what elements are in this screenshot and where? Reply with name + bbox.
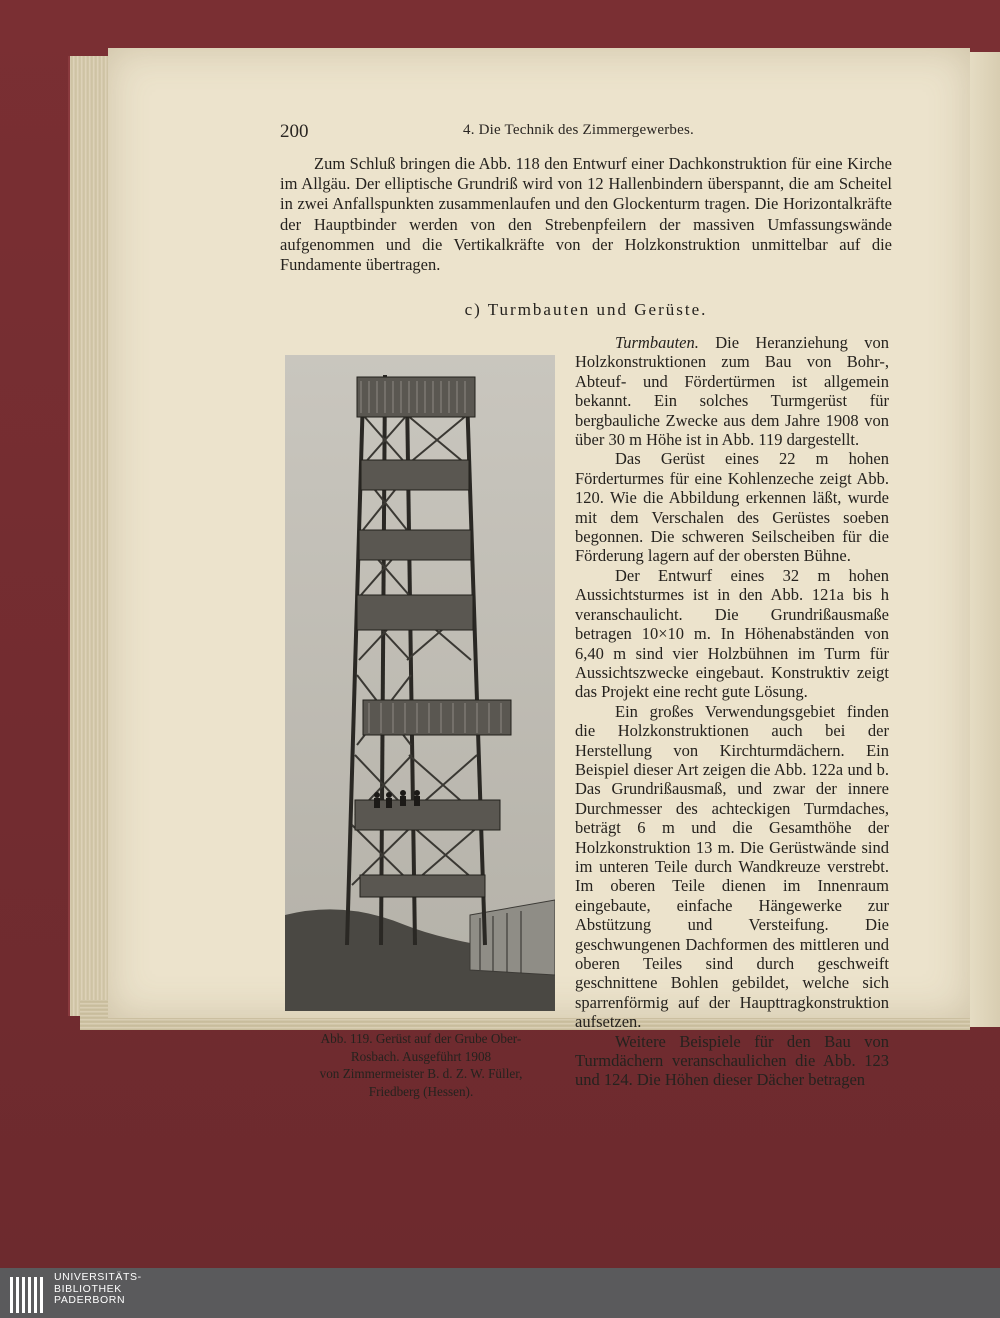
running-head: 4. Die Technik des Zimmergewerbes. (463, 122, 694, 138)
library-name-line-3: PADERBORN (54, 1294, 126, 1306)
page-number: 200 (280, 121, 309, 142)
caption-line-3: von Zimmermeister B. d. Z. W. Füller, (319, 1066, 523, 1081)
book-page-edges (68, 56, 110, 1016)
library-name-line-2: BIBLIOTHEK (54, 1282, 122, 1295)
library-footer (0, 1268, 1000, 1318)
caption-line-1: Abb. 119. Gerüst auf der Grube Ober- (320, 1031, 522, 1046)
caption-line-4: Friedberg (Hessen). (368, 1083, 474, 1099)
figure-caption (290, 1030, 552, 1100)
tower-photo (285, 355, 555, 1011)
turmbauten-text: Die Heranziehung von Holzkonstruktionen zum Bau von Bohr-, Abteuf- und Fördertürmen ist allgemein bekannt. Ein solches Turmgerüst für bergbauliche Zwecke aus dem Jahre 1908 von über 30 m Höhe ist in Abb. 119 dargestellt. (575, 333, 889, 450)
page-header (280, 121, 900, 145)
library-name (54, 1272, 142, 1307)
paragraph-aussichtsturm: Der Entwurf eines 32 m hohen Aussichtsturmes ist in den Abb. 121a bis h veranschaulicht. Die Grundrißausmaße betragen 10×10 m. In Höhenabständen von 6,40 m sind vier Holzbühnen im Turm für Aussichtszwecke eingebaut. Konstruktiv zeigt das Projekt eine recht gute Lösung. (575, 565, 889, 702)
paragraph-foerderturm: Das Gerüst eines 22 m hohen Förderturmes für eine Kohlenzeche zeigt Abb. 120. Wie die Abbildung erkennen läßt, wurde mit dem Verschalen des Gerüstes soeben begonnen. Die schweren Seilscheiben für die Förderung lagern auf der obersten Bühne. (575, 449, 889, 566)
tower-illustration (285, 355, 555, 1011)
intro-paragraph: Zum Schluß bringen die Abb. 118 den Entwurf einer Dachkonstruktion für eine Kirche im Allgäu. Der elliptische Grundriß wird von 12 Hallenbindern überspannt, die am Scheitel in zwei Anfallspunkten zusammenlaufen und den Glockenturm tragen. Die Horizontalkräfte der Hauptbinder werden von den Strebenpfeilern der massiven Umfassungswände aufgenommen und die Vertikalkräfte von der Holzkonstruktion unmittelbar auf die Fundamente übertragen. (280, 154, 892, 275)
library-name-line-1: UNIVERSITÄTS- (54, 1271, 142, 1283)
right-column-text (575, 333, 889, 1090)
paragraph-turmbauten (575, 333, 889, 449)
paragraph-kirchturm: Ein großes Verwendungsgebiet finden die Holzkonstruktionen auch bei der Herstellung von Kirchturmdächern. Ein Beispiel dieser Art zeigen die Abb. 122a und b. Das Grundrißausmaß, und zwar der innere Durchmesser des achteckigen Turmdaches, beträgt 6 m und die Gesamthöhe der Holzkonstruktion 13 m. Die Gerüstwände sind im unteren Teile durch Wandkreuze verstrebt. Im oberen Teile dienen im Innenraum eingebaute, einfache Hängewerke zur Abstützung und Versteifung. Die geschwungenen Dachformen des mittleren und oberen Teiles sind durch geschweift geschnittene Bohlen gebildet, welche sich sparrenförmig auf der Haupttragkonstruktion aufsetzen. (575, 701, 889, 1032)
paragraph-weitere: Weitere Beispiele für den Bau von Turmdächern veranschaulichen die Abb. 123 und 124. Die Höhen dieser Dächer betragen (575, 1031, 889, 1090)
intro-text (280, 154, 892, 275)
library-logo-icon (8, 1271, 48, 1315)
section-title: c) Turmbauten und Gerüste. (464, 300, 708, 319)
caption-line-2: Rosbach. Ausgeführt 1908 (350, 1048, 492, 1064)
turmbauten-lead: Turmbauten. (615, 333, 699, 352)
facing-page-strip (970, 52, 1000, 1027)
